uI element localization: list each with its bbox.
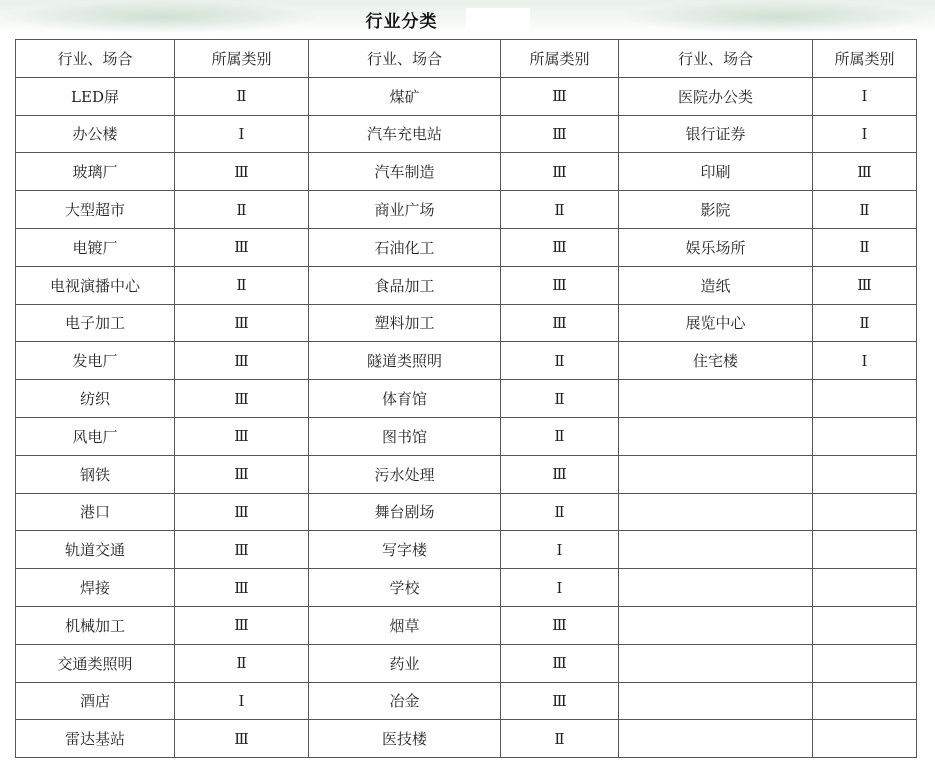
category-cell-2: Ⅲ [501, 304, 619, 342]
category-cell-3 [813, 682, 917, 720]
category-cell-1: Ⅰ [175, 682, 309, 720]
industry-cell-2: 学校 [309, 569, 501, 607]
header-category-2: 所属类别 [501, 40, 619, 78]
category-cell-1: Ⅲ [175, 304, 309, 342]
category-cell-3 [813, 531, 917, 569]
table-row [16, 569, 917, 607]
category-cell-2: Ⅲ [501, 455, 619, 493]
industry-cell-2: 煤矿 [309, 77, 501, 115]
industry-cell-1: 轨道交通 [16, 531, 175, 569]
table-row [16, 191, 917, 229]
table-row [16, 417, 917, 455]
category-cell-1: Ⅲ [175, 342, 309, 380]
industry-cell-3: 住宅楼 [619, 342, 813, 380]
industry-cell-1: 玻璃厂 [16, 153, 175, 191]
category-cell-2: Ⅱ [501, 342, 619, 380]
table-row [16, 531, 917, 569]
category-cell-2: Ⅰ [501, 569, 619, 607]
industry-cell-2: 舞台剧场 [309, 493, 501, 531]
table-row [16, 720, 917, 758]
industry-cell-3: 印刷 [619, 153, 813, 191]
industry-cell-1: 机械加工 [16, 606, 175, 644]
header-category-1: 所属类别 [175, 40, 309, 78]
table-row [16, 380, 917, 418]
industry-cell-3 [619, 380, 813, 418]
category-cell-2: Ⅱ [501, 493, 619, 531]
table-row [16, 455, 917, 493]
category-cell-2: Ⅲ [501, 606, 619, 644]
industry-cell-1: 焊接 [16, 569, 175, 607]
industry-cell-3 [619, 720, 813, 758]
category-cell-2: Ⅲ [501, 153, 619, 191]
category-cell-1: Ⅱ [175, 77, 309, 115]
category-cell-3: Ⅲ [813, 266, 917, 304]
header-industry-2: 行业、场合 [309, 40, 501, 78]
category-cell-3: Ⅲ [813, 153, 917, 191]
table-row [16, 606, 917, 644]
industry-cell-1: 办公楼 [16, 115, 175, 153]
category-cell-1: Ⅲ [175, 380, 309, 418]
industry-cell-1: 酒店 [16, 682, 175, 720]
category-cell-1: Ⅱ [175, 191, 309, 229]
industry-cell-2: 药业 [309, 644, 501, 682]
category-cell-3 [813, 720, 917, 758]
table-row [16, 115, 917, 153]
industry-cell-3: 银行证券 [619, 115, 813, 153]
category-cell-2: Ⅱ [501, 380, 619, 418]
category-cell-2: Ⅰ [501, 531, 619, 569]
category-cell-3: Ⅱ [813, 304, 917, 342]
table-row [16, 228, 917, 266]
category-cell-1: Ⅲ [175, 531, 309, 569]
industry-cell-2: 图书馆 [309, 417, 501, 455]
industry-cell-3 [619, 455, 813, 493]
industry-cell-2: 汽车充电站 [309, 115, 501, 153]
table-row [16, 266, 917, 304]
title-bar [0, 4, 935, 34]
category-cell-2: Ⅲ [501, 682, 619, 720]
industry-cell-3: 医院办公类 [619, 77, 813, 115]
category-cell-3 [813, 380, 917, 418]
industry-cell-3: 造纸 [619, 266, 813, 304]
category-cell-1: Ⅲ [175, 720, 309, 758]
category-cell-2: Ⅱ [501, 417, 619, 455]
header-category-3: 所属类别 [813, 40, 917, 78]
industry-cell-2: 烟草 [309, 606, 501, 644]
category-cell-2: Ⅲ [501, 77, 619, 115]
industry-cell-1: 风电厂 [16, 417, 175, 455]
category-cell-1: Ⅱ [175, 644, 309, 682]
industry-cell-1: 交通类照明 [16, 644, 175, 682]
category-cell-1: Ⅲ [175, 228, 309, 266]
header-row [16, 40, 917, 78]
header-industry-1: 行业、场合 [16, 40, 175, 78]
page-title: 行业分类 [365, 11, 438, 32]
category-cell-2: Ⅱ [501, 191, 619, 229]
industry-cell-1: 纺织 [16, 380, 175, 418]
table-row [16, 304, 917, 342]
industry-cell-3 [619, 531, 813, 569]
category-cell-1: Ⅲ [175, 153, 309, 191]
category-cell-3: Ⅰ [813, 77, 917, 115]
industry-cell-1: 电镀厂 [16, 228, 175, 266]
category-cell-1: Ⅱ [175, 266, 309, 304]
industry-cell-1: 电子加工 [16, 304, 175, 342]
table-row [16, 77, 917, 115]
industry-cell-3: 娱乐场所 [619, 228, 813, 266]
category-cell-1: Ⅲ [175, 606, 309, 644]
category-cell-2: Ⅲ [501, 115, 619, 153]
industry-cell-3 [619, 493, 813, 531]
table-body [16, 77, 917, 757]
industry-cell-2: 体育馆 [309, 380, 501, 418]
industry-cell-1: 大型超市 [16, 191, 175, 229]
category-cell-1: Ⅲ [175, 569, 309, 607]
industry-cell-1: 电视演播中心 [16, 266, 175, 304]
industry-cell-2: 冶金 [309, 682, 501, 720]
table-row [16, 682, 917, 720]
category-cell-2: Ⅲ [501, 266, 619, 304]
industry-cell-1: 港口 [16, 493, 175, 531]
table-row [16, 342, 917, 380]
industry-cell-2: 隧道类照明 [309, 342, 501, 380]
table-row [16, 153, 917, 191]
industry-cell-2: 石油化工 [309, 228, 501, 266]
category-cell-1: Ⅲ [175, 493, 309, 531]
industry-cell-3: 影院 [619, 191, 813, 229]
industry-cell-3 [619, 417, 813, 455]
industry-cell-1: LED屏 [16, 77, 175, 115]
industry-cell-3 [619, 606, 813, 644]
industry-cell-3 [619, 569, 813, 607]
category-cell-3: Ⅱ [813, 191, 917, 229]
category-cell-3 [813, 606, 917, 644]
industry-cell-2: 污水处理 [309, 455, 501, 493]
category-cell-3 [813, 569, 917, 607]
table-row [16, 644, 917, 682]
category-cell-3 [813, 455, 917, 493]
industry-cell-2: 商业广场 [309, 191, 501, 229]
industry-cell-3: 展览中心 [619, 304, 813, 342]
category-cell-3: Ⅱ [813, 228, 917, 266]
category-cell-2: Ⅲ [501, 228, 619, 266]
industry-cell-2: 塑料加工 [309, 304, 501, 342]
industry-cell-1: 发电厂 [16, 342, 175, 380]
industry-category-table [15, 39, 917, 758]
table-row [16, 493, 917, 531]
category-cell-3: Ⅰ [813, 115, 917, 153]
category-cell-1: Ⅲ [175, 417, 309, 455]
header-industry-3: 行业、场合 [619, 40, 813, 78]
industry-cell-3 [619, 644, 813, 682]
category-cell-2: Ⅲ [501, 644, 619, 682]
industry-cell-1: 雷达基站 [16, 720, 175, 758]
category-cell-3 [813, 493, 917, 531]
category-cell-3 [813, 417, 917, 455]
industry-cell-2: 医技楼 [309, 720, 501, 758]
category-cell-3 [813, 644, 917, 682]
category-cell-1: Ⅰ [175, 115, 309, 153]
industry-cell-2: 汽车制造 [309, 153, 501, 191]
industry-cell-1: 钢铁 [16, 455, 175, 493]
industry-cell-3 [619, 682, 813, 720]
industry-cell-2: 写字楼 [309, 531, 501, 569]
category-cell-2: Ⅱ [501, 720, 619, 758]
table-header [16, 40, 917, 78]
category-cell-1: Ⅲ [175, 455, 309, 493]
industry-cell-2: 食品加工 [309, 266, 501, 304]
category-cell-3: Ⅰ [813, 342, 917, 380]
title-blank-box [466, 8, 530, 30]
